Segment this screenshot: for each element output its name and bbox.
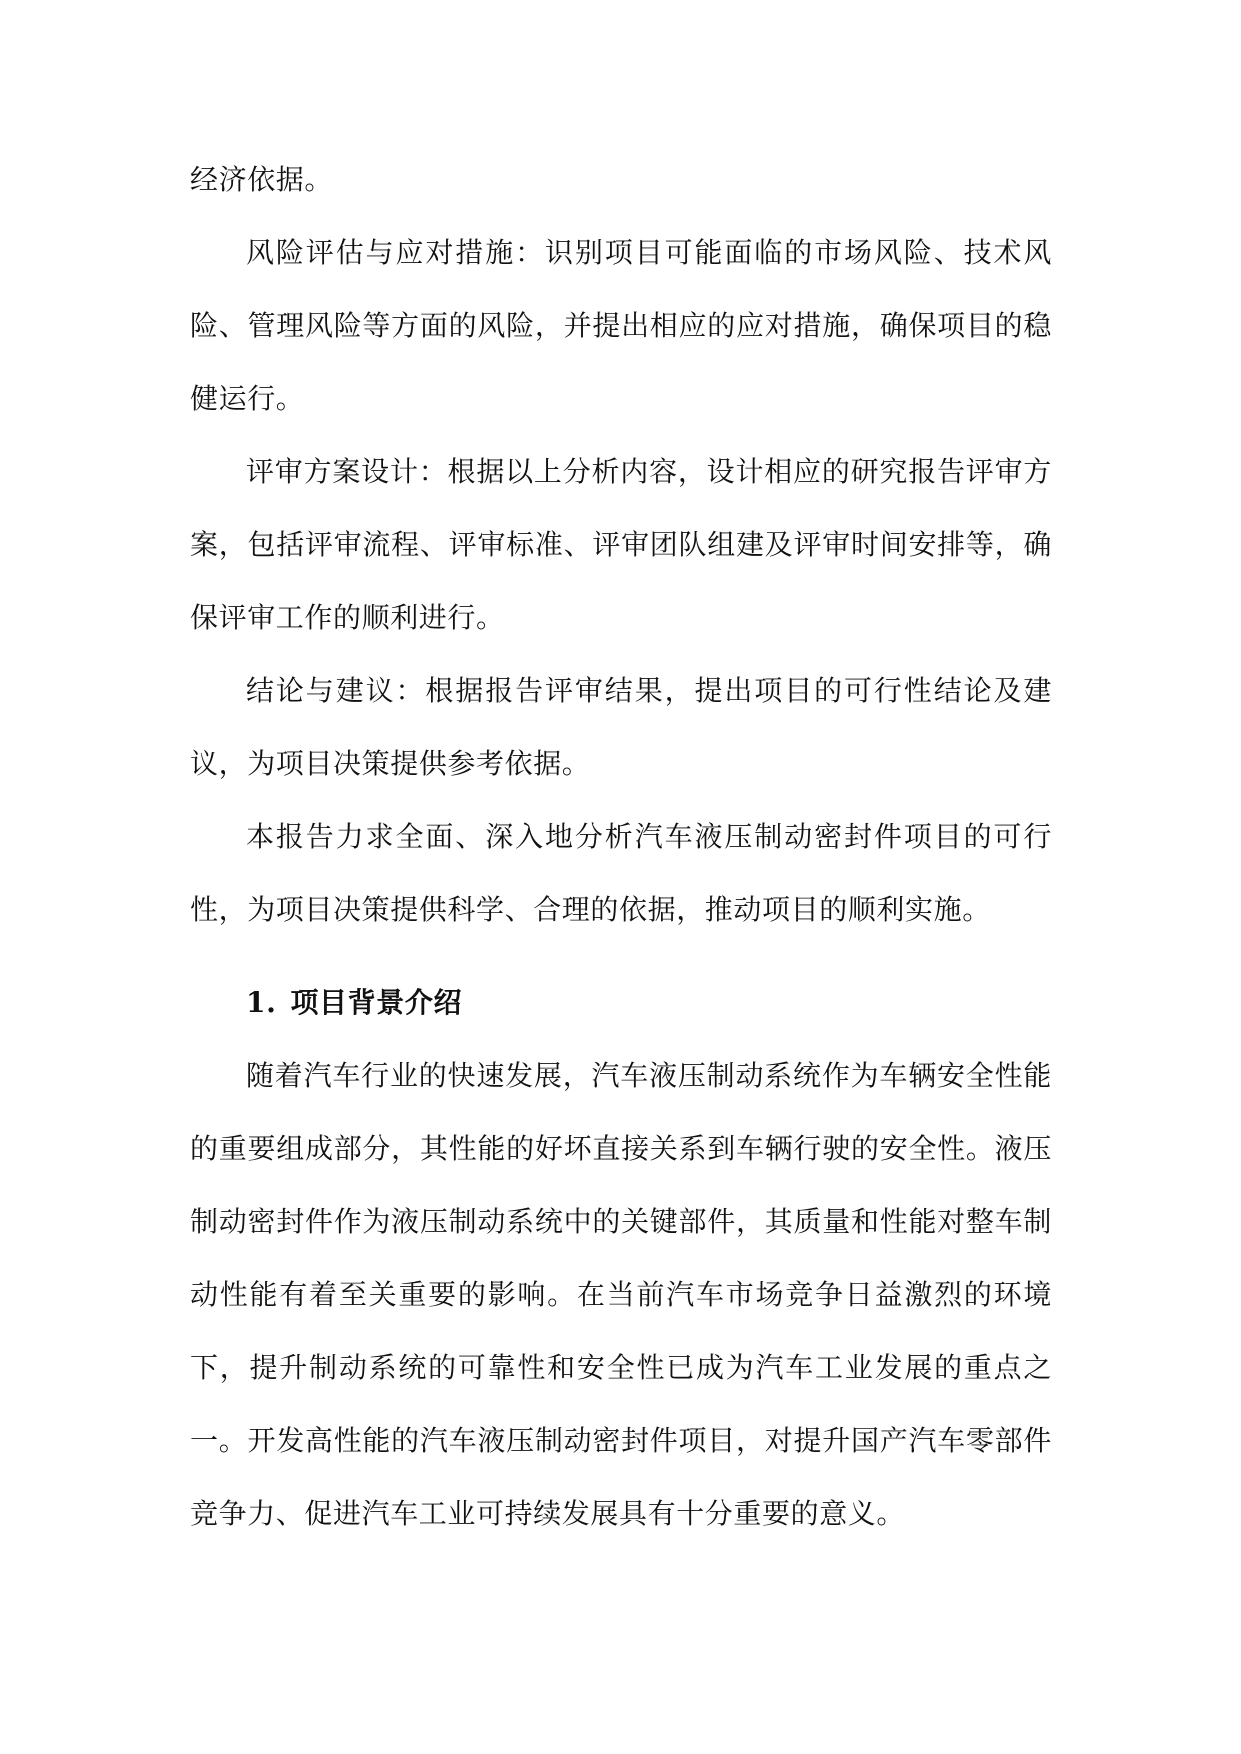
paragraph-risk-assessment: 风险评估与应对措施：识别项目可能面临的市场风险、技术风险、管理风险等方面的风险，并提出相应的应对措施，确保项目的稳健运行。	[190, 236, 1052, 415]
section-heading	[190, 966, 1052, 1039]
document-body	[190, 143, 1052, 1550]
paragraph-continuation: 经济依据。	[190, 163, 334, 196]
section-title: 项目背景介绍	[290, 986, 463, 1019]
paragraph-review-plan: 评审方案设计：根据以上分析内容，设计相应的研究报告评审方案，包括评审流程、评审标准、评审团队组建及评审时间安排等，确保评审工作的顺利进行。	[190, 455, 1052, 634]
paragraph-conclusion: 结论与建议：根据报告评审结果，提出项目的可行性结论及建议，为项目决策提供参考依据。	[190, 674, 1052, 780]
paragraph-background: 随着汽车行业的快速发展，汽车液压制动系统作为车辆安全性能的重要组成部分，其性能的好坏直接关系到车辆行驶的安全性。液压制动密封件作为液压制动系统中的关键部件，其质量和性能对整车制动性能有着至关重要的影响。在当前汽车市场竞争日益激烈的环境下，提升制动系统的可靠性和安全性已成为汽车工业发展的重点之一。开发高性能的汽车液压制动密封件项目，对提升国产汽车零部件竞争力、促进汽车工业可持续发展具有十分重要的意义。	[190, 1059, 1052, 1530]
paragraph-report-aim: 本报告力求全面、深入地分析汽车液压制动密封件项目的可行性，为项目决策提供科学、合理的依据，推动项目的顺利实施。	[190, 820, 1052, 926]
section-number: 1.	[246, 986, 277, 1019]
